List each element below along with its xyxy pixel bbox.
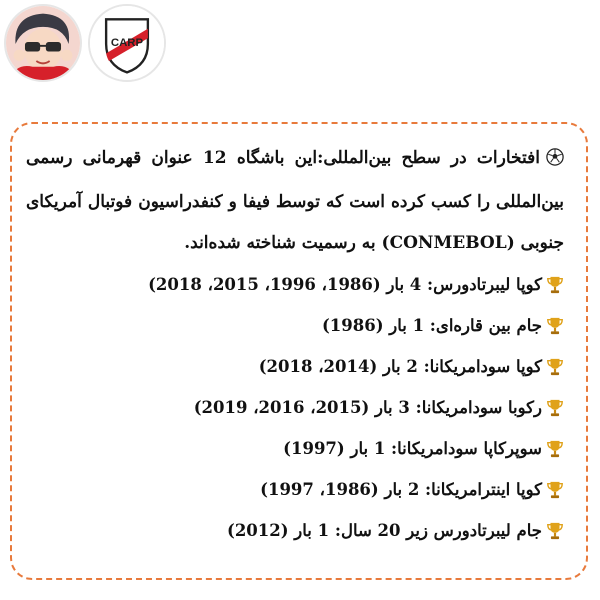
avatar-cartoon[interactable]	[4, 4, 82, 82]
intro-text: افتخارات در سطح بین‌المللی:این باشگاه 12 عنوان قهرمانی رسمی بین‌المللی را کسب کرده است که توسط فیفا و کنفدراسیون فوتبال آمریکای جنوبی (CONMEBOL) به رسمیت شناخته شده‌اند.	[26, 148, 564, 253]
crest-letters: CARP	[110, 36, 144, 49]
title-item	[26, 510, 564, 551]
title-item-text: کوپا لیبرتادورس: 4 بار (1986، 1996، 2015، 2018)	[148, 275, 542, 294]
title-item-text: جام لیبرتادورس زیر 20 سال: 1 بار (2012)	[227, 521, 542, 540]
trophy-icon	[546, 521, 564, 541]
achievements-card	[10, 122, 588, 580]
trophy-icon	[546, 316, 564, 336]
title-item-text: کوپا سودامریکانا: 2 بار (2014، 2018)	[258, 357, 542, 376]
trophy-icon	[546, 439, 564, 459]
title-item	[26, 387, 564, 428]
avatar-row	[4, 4, 166, 82]
title-item-text: کوپا اینترامریکانا: 2 بار (1986، 1997)	[260, 480, 542, 499]
title-item	[26, 428, 564, 469]
trophy-icon	[546, 480, 564, 500]
river-plate-crest-icon	[90, 6, 164, 80]
title-item	[26, 346, 564, 387]
titles-list	[26, 264, 564, 551]
trophy-icon	[546, 357, 564, 377]
title-item	[26, 469, 564, 510]
soccer-ball-icon	[546, 141, 564, 182]
trophy-icon	[546, 398, 564, 418]
title-item-text: جام بین قاره‌ای: 1 بار (1986)	[321, 316, 542, 335]
trophy-icon	[546, 275, 564, 295]
title-item	[26, 264, 564, 305]
cartoon-person-icon	[6, 6, 80, 80]
title-item	[26, 305, 564, 346]
title-item-text: سوپرکاپا سودامریکانا: 1 بار (1997)	[283, 439, 542, 458]
avatar-club-crest[interactable]	[88, 4, 166, 82]
intro-paragraph	[26, 138, 564, 264]
title-item-text: رکوبا سودامریکانا: 3 بار (2015، 2016، 2019)	[193, 398, 542, 417]
